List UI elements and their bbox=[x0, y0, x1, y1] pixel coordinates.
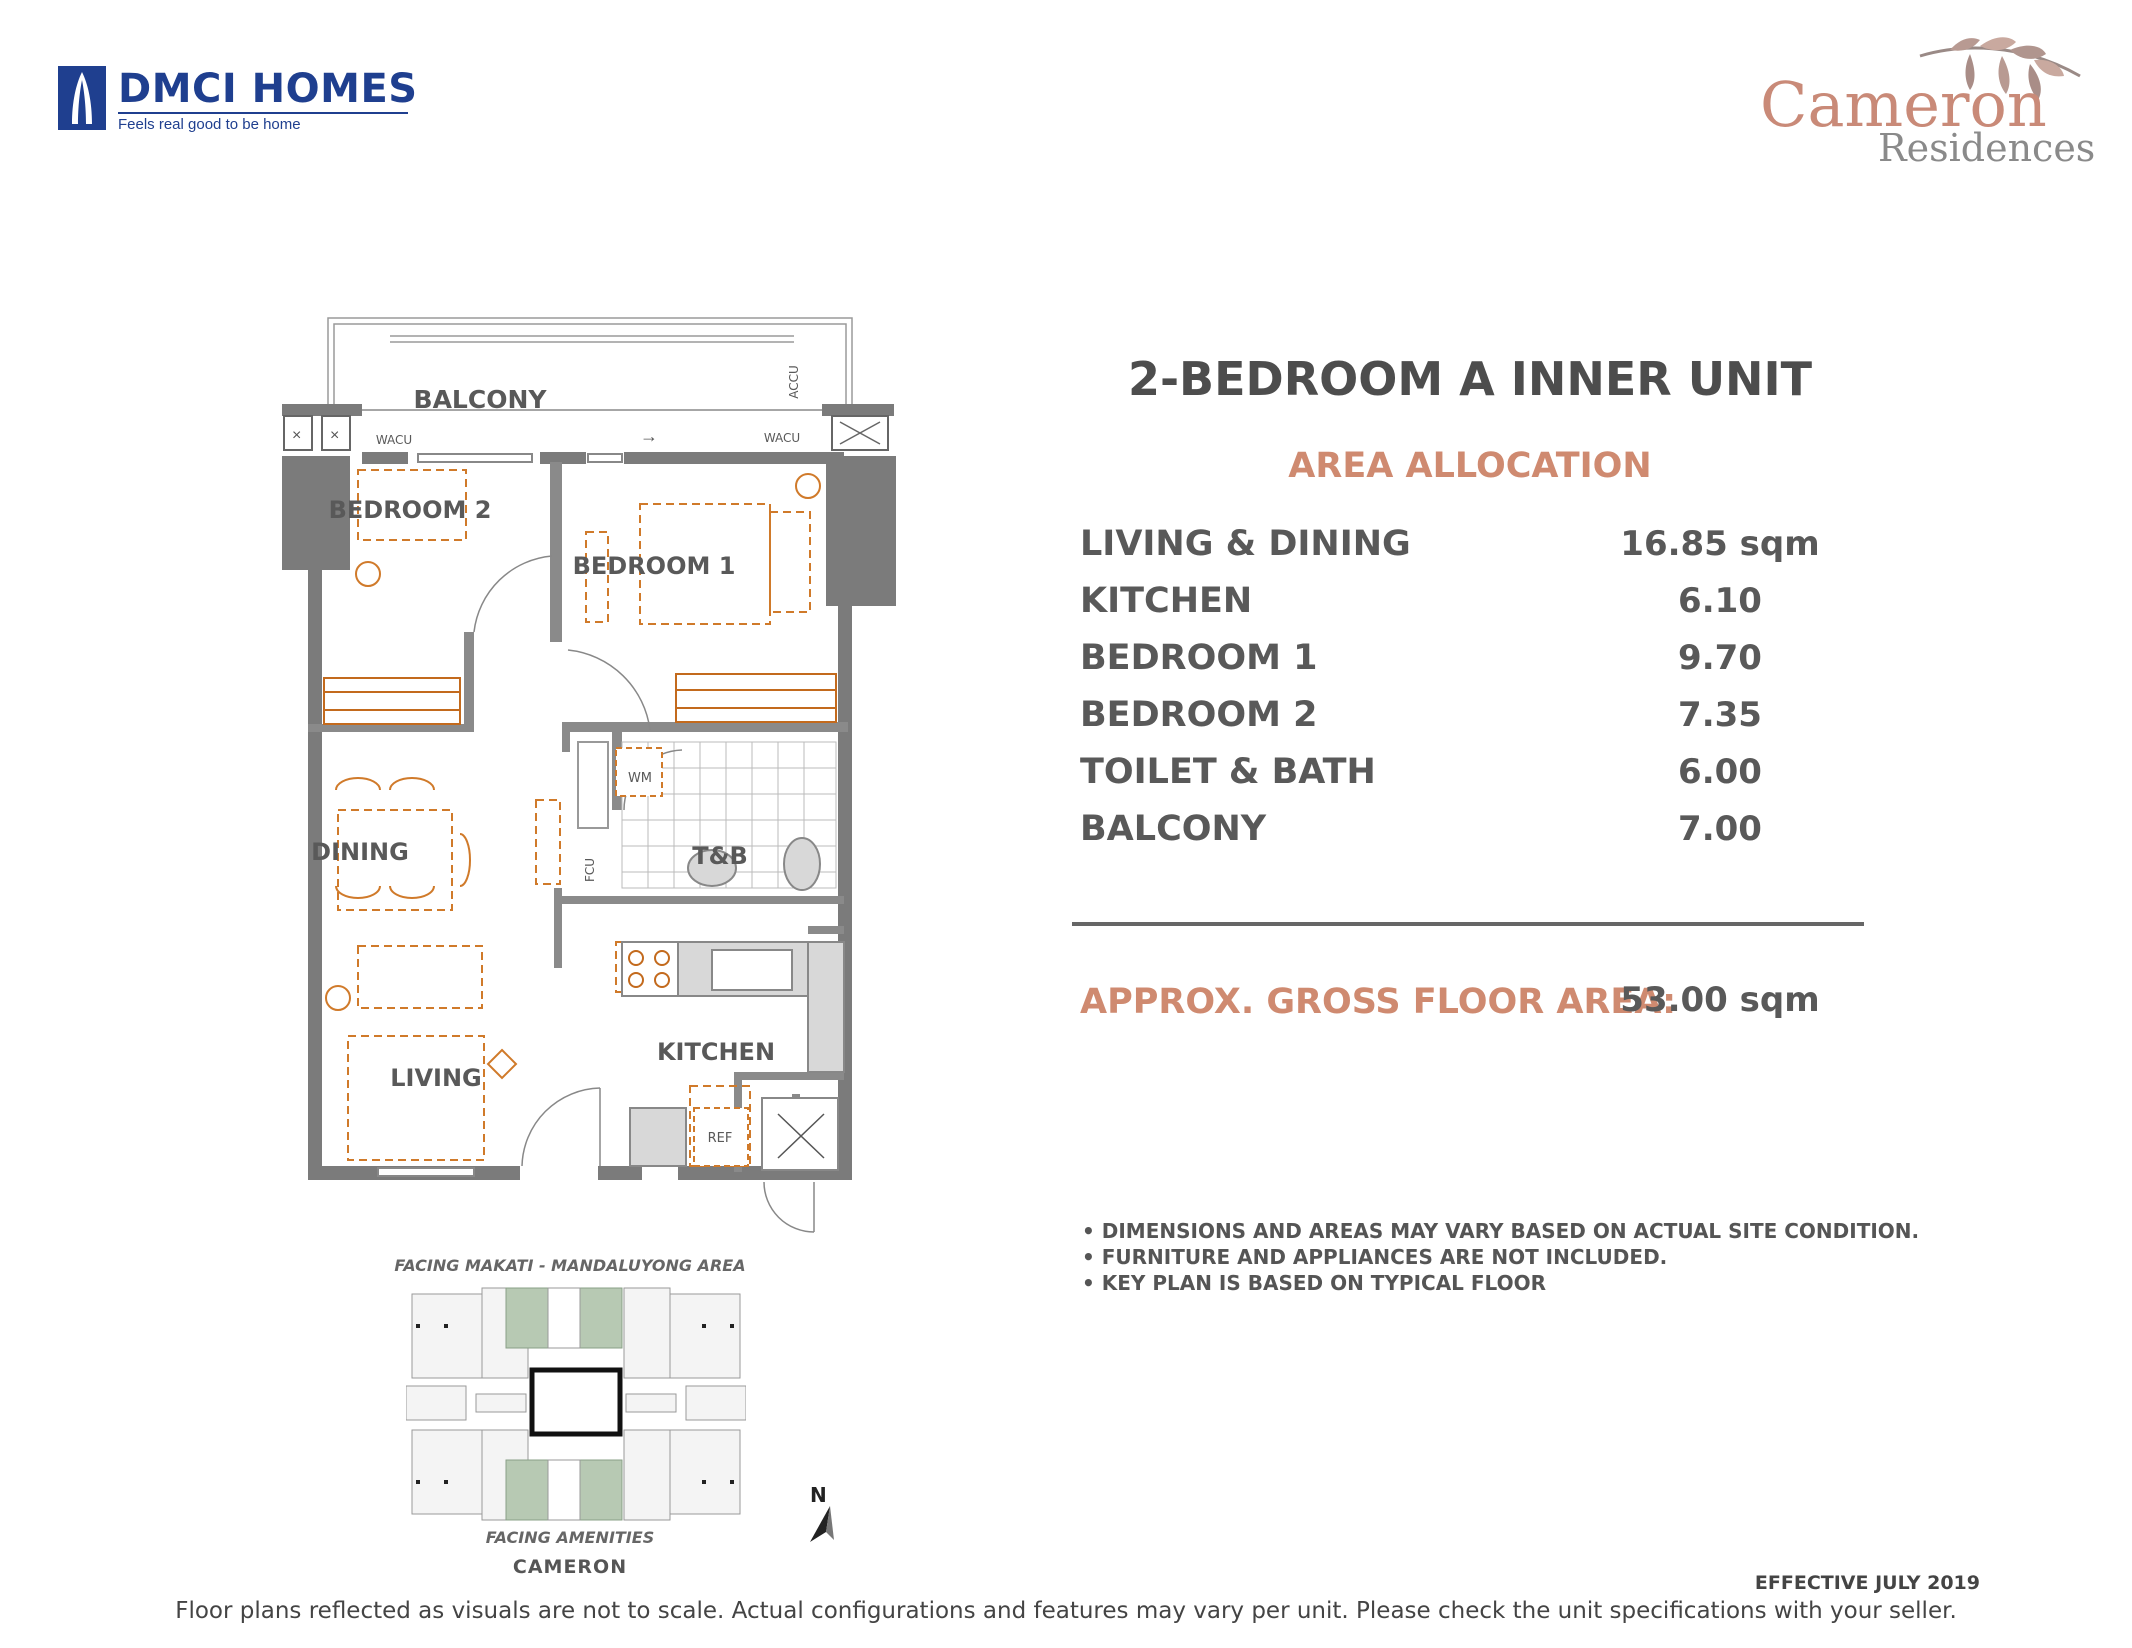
kitchen-label: KITCHEN bbox=[656, 1038, 776, 1066]
wm-label: WM bbox=[627, 771, 653, 786]
key-plan bbox=[406, 1284, 746, 1524]
project-name-line2: Residences bbox=[1878, 126, 2096, 170]
area-name: BEDROOM 2 bbox=[1080, 695, 1318, 735]
section-divider bbox=[1072, 922, 1864, 926]
svg-text:×: × bbox=[330, 427, 340, 444]
area-value: 6.00 bbox=[1678, 752, 1762, 792]
north-arrow-icon bbox=[796, 1480, 846, 1550]
living-label: LIVING bbox=[390, 1064, 482, 1092]
area-name: TOILET & BATH bbox=[1080, 752, 1376, 792]
fcu-label: FCU bbox=[583, 857, 597, 883]
area-row bbox=[1080, 581, 1850, 631]
developer-tagline: Feels real good to be home bbox=[118, 116, 301, 133]
area-allocation-heading: AREA ALLOCATION bbox=[1288, 446, 1652, 486]
dmci-emblem-icon bbox=[58, 66, 106, 130]
area-row bbox=[1080, 752, 1850, 802]
accu-label: ACCU bbox=[787, 365, 801, 399]
project-name-line1: Cameron bbox=[1760, 68, 2047, 141]
developer-name: DMCI HOMES bbox=[118, 66, 418, 112]
keyplan-building-name: CAMERON bbox=[512, 1556, 628, 1578]
north-label: N bbox=[810, 1483, 827, 1507]
gross-floor-area-value: 53.00 sqm bbox=[1620, 980, 1820, 1020]
wardrobes bbox=[324, 674, 836, 724]
area-value: 6.10 bbox=[1678, 581, 1762, 621]
gross-floor-area-label: APPROX. GROSS FLOOR AREA: bbox=[1080, 982, 1677, 1022]
area-row bbox=[1080, 809, 1850, 859]
area-name: BALCONY bbox=[1080, 809, 1267, 849]
area-value: 9.70 bbox=[1678, 638, 1762, 678]
area-value: 7.35 bbox=[1678, 695, 1762, 735]
bedroom1-label: BEDROOM 1 bbox=[572, 552, 736, 580]
bedroom2-label: BEDROOM 2 bbox=[328, 496, 492, 524]
area-name: KITCHEN bbox=[1080, 581, 1253, 621]
area-row bbox=[1080, 524, 1850, 574]
cameron-residences-logo bbox=[1760, 36, 2100, 176]
ref-label: REF bbox=[707, 1131, 733, 1146]
unit-floor-plan bbox=[278, 316, 908, 1236]
wacu-right-label: WACU bbox=[763, 431, 801, 445]
area-name: LIVING & DINING bbox=[1080, 524, 1411, 564]
tb-label: T&B bbox=[692, 842, 748, 870]
keyplan-bottom-caption: FACING AMENITIES bbox=[485, 1528, 655, 1547]
area-value: 7.00 bbox=[1678, 809, 1762, 849]
notes-list bbox=[1082, 1218, 1919, 1296]
unit-title: 2-BEDROOM A INNER UNIT bbox=[1127, 352, 1813, 406]
area-name: BEDROOM 1 bbox=[1080, 638, 1318, 678]
note-item: • FURNITURE AND APPLIANCES ARE NOT INCLUDED. bbox=[1082, 1245, 1668, 1269]
area-value: 16.85 sqm bbox=[1620, 524, 1820, 564]
logo-underline bbox=[118, 112, 408, 114]
note-item: • KEY PLAN IS BASED ON TYPICAL FLOOR bbox=[1082, 1271, 1546, 1295]
sliding-door-arrow-icon: → bbox=[640, 426, 658, 446]
area-row bbox=[1080, 695, 1850, 745]
svg-text:×: × bbox=[292, 427, 302, 444]
wacu-left-label: WACU bbox=[375, 433, 413, 447]
note-item: • DIMENSIONS AND AREAS MAY VARY BASED ON ACTUAL SITE CONDITION. bbox=[1082, 1219, 1920, 1243]
area-row bbox=[1080, 638, 1850, 688]
balcony-railing bbox=[328, 318, 852, 410]
dining-label: DINING bbox=[311, 838, 409, 866]
balcony-label: BALCONY bbox=[413, 385, 547, 414]
disclaimer-text: Floor plans reflected as visuals are not to scale. Actual configurations and features may vary per unit. Please check the unit specifications with your seller. bbox=[175, 1598, 1957, 1624]
dmci-homes-logo bbox=[58, 64, 418, 144]
effective-date: EFFECTIVE JULY 2019 bbox=[1754, 1572, 1980, 1594]
keyplan-top-caption: FACING MAKATI - MANDALUYONG AREA bbox=[394, 1256, 746, 1275]
